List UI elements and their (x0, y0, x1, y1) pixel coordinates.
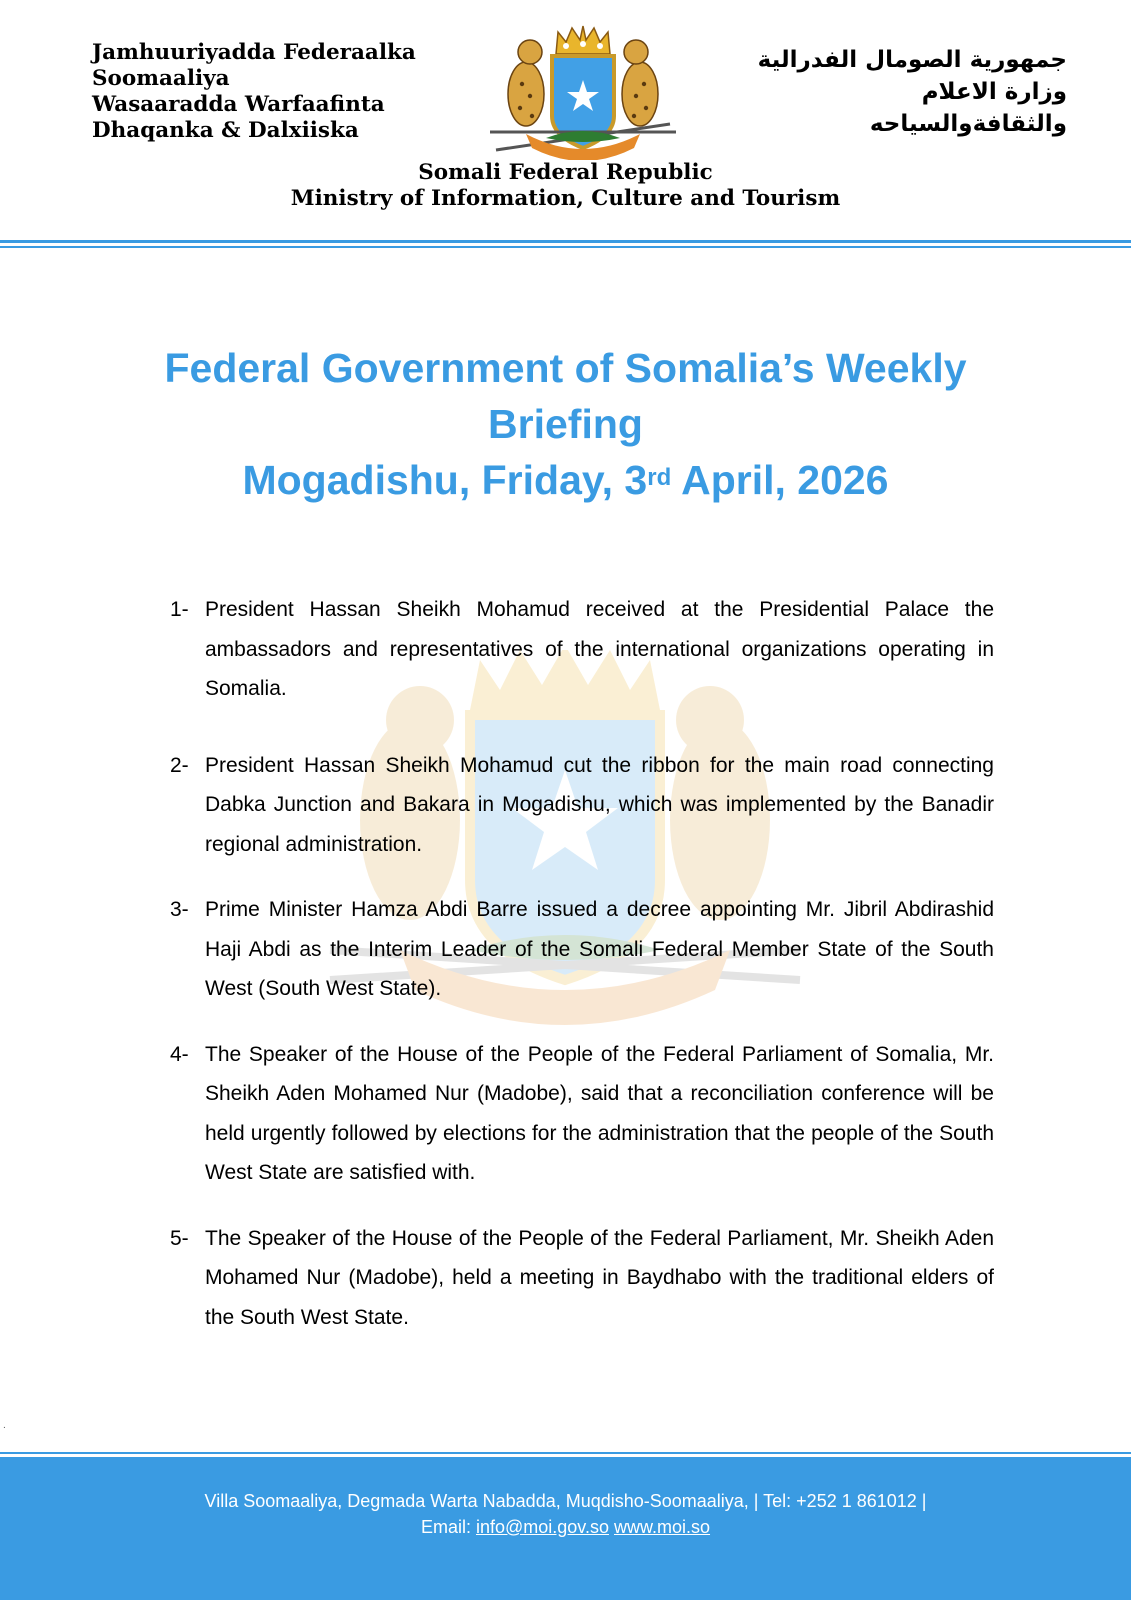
email-link[interactable]: info@moi.gov.so (475, 1517, 609, 1537)
footer-contact (0, 1514, 1131, 1540)
website-link[interactable]: www.moi.so (614, 1517, 711, 1537)
header-arabic-line: جمهورية الصومال الفدرالية (757, 47, 1067, 73)
header-arabic-line: والثقافةوالسياحه (869, 111, 1067, 137)
item-number: 3- (170, 898, 189, 921)
list-item (170, 590, 994, 709)
item-text: The Speaker of the House of the People of the Federal Parliament of Somalia, Mr. Sheikh Aden Mohamed Nur (Madobe), said that a reconciliation conference will be held urgently followed by elections for the administration that the people of the South West State are satisfied with. (205, 1042, 994, 1184)
header-republic-name: Somali Federal Republic (418, 160, 713, 185)
page-title (100, 340, 1031, 508)
footer-address: Villa Soomaaliya, Degmada Warta Nabadda, Muqdisho-Soomaaliya, | Tel: +252 1 861012 | (204, 1491, 927, 1511)
header-ministry-name: Ministry of Information, Culture and Tourism (290, 186, 841, 211)
header-english-text (0, 160, 1131, 212)
title-line-2: Briefing (488, 401, 643, 447)
header-arabic-line: وزارة الاعلام (921, 79, 1067, 105)
header-somali-line: Soomaaliya (92, 66, 230, 91)
briefing-list (170, 590, 994, 1363)
item-text: President Hassan Sheikh Mohamud received at the Presidential Palace the ambassadors and representatives of the international organizations operating in Somalia. (205, 598, 994, 700)
title-date-ordinal: rd (647, 464, 672, 491)
item-number: 2- (170, 753, 189, 777)
title-line-1: Federal Government of Somalia’s Weekly (164, 345, 967, 391)
item-text: The Speaker of the House of the People of the Federal Parliament, Mr. Sheikh Aden Mohamed Nur (Madobe), held a meeting in Baydhabo with the traditional elders of the South West State. (205, 1226, 994, 1329)
title-date-suffix: April, 2026 (671, 457, 889, 503)
item-text: Prime Minister Hamza Abdi Barre issued a decree appointing Mr. Jibril Abdirashid Haji Abdi as the Interim Leader of the Somali Federal Member State of the South West (South West State). (205, 898, 994, 1000)
item-number: 1- (170, 598, 189, 621)
header-arabic-text (687, 44, 1067, 140)
header-somali-line: Jamhuuriyadda Federaalka (92, 40, 416, 65)
stray-mark: . (3, 1420, 6, 1431)
item-number: 5- (170, 1226, 189, 1250)
header-divider (0, 246, 1131, 248)
footer-email-label: Email: (420, 1517, 476, 1537)
header-somali-line: Dhaqanka & Dalxiiska (92, 118, 359, 143)
list-item (170, 890, 994, 1009)
item-text: President Hassan Sheikh Mohamud cut the ribbon for the main road connecting Dabka Junction and Bakara in Mogadishu, which was implemented by the Banadir regional administration. (205, 753, 994, 856)
list-item (170, 1219, 994, 1338)
header-somali-text (92, 40, 472, 144)
somalia-coat-of-arms-icon (486, 24, 680, 160)
header-divider (0, 240, 1131, 243)
item-number: 4- (170, 1042, 189, 1066)
footer (0, 1457, 1131, 1600)
title-date-prefix: Mogadishu, Friday, 3 (242, 457, 648, 503)
title-date (100, 452, 1031, 508)
list-item (170, 1035, 994, 1193)
list-item (170, 746, 994, 865)
footer-divider (0, 1452, 1131, 1454)
header-somali-line: Wasaaradda Warfaafinta (92, 92, 385, 117)
